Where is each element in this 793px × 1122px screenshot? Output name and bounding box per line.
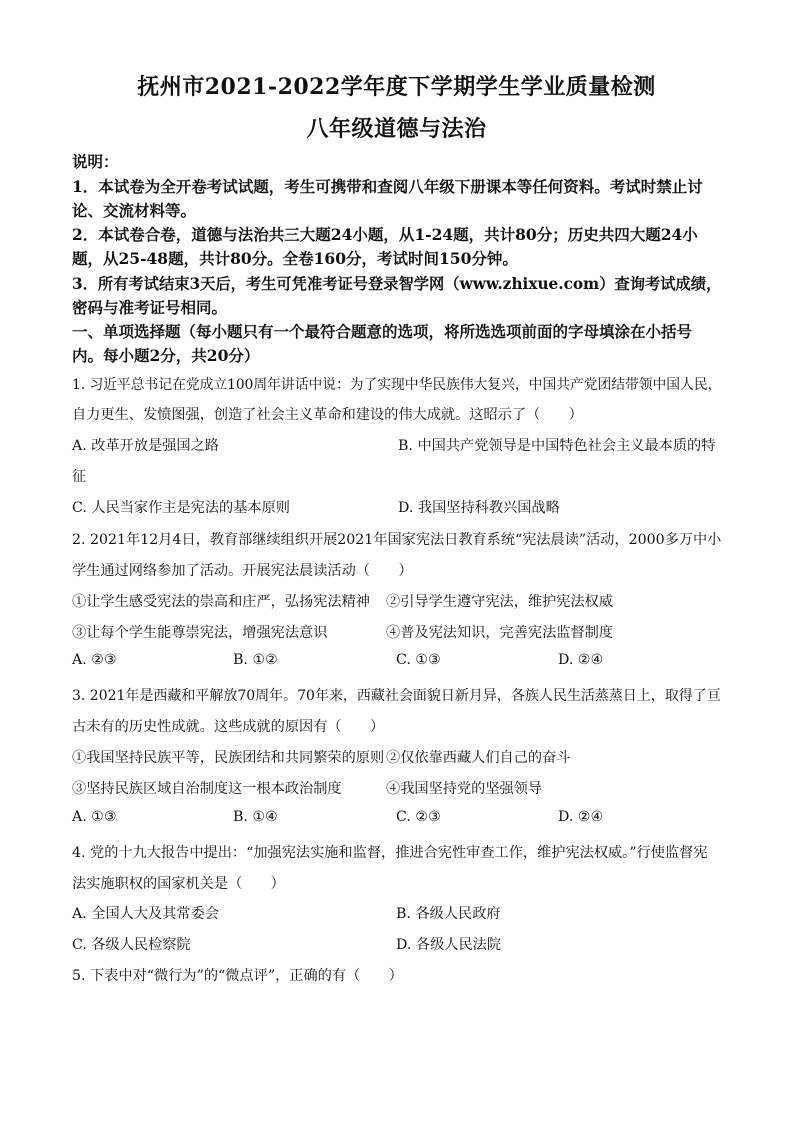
question-3-statement-1: ①我国坚持民族平等，民族团结和共同繁荣的原则 — [72, 750, 385, 766]
subject-title: 八年级道德与法治 — [306, 116, 487, 142]
question-2-option-c: C. ①③ — [396, 652, 441, 668]
question-3-option-a: A. ①③ — [72, 809, 117, 825]
question-2-option-a: A. ②③ — [72, 652, 117, 668]
question-3-option-d: D. ②④ — [558, 809, 604, 825]
question-1-option-d: D. 我国坚持科教兴国战略 — [398, 500, 560, 516]
instruction-2-line-1: 2．本试卷合卷，道德与法治共三大题24小题，从1-24题，共计80分；历史共四大题24小 — [72, 225, 698, 244]
question-4-option-a: A. 全国人大及其常委会 — [72, 906, 219, 922]
question-1-option-a: A. 改革开放是强国之路 — [72, 438, 219, 454]
question-1-stem-line-2: 自力更生、发愤图强，创造了社会主义革命和建设的伟大成就。这昭示了（ ） — [72, 407, 583, 423]
question-5-stem: 5. 下表中对“微行为”的“微点评”，正确的有（ ） — [72, 968, 403, 984]
question-1-option-b-line-2: 征 — [72, 469, 87, 485]
exam-title: 抚州市2021-2022学年度下学期学生学业质量检测 — [137, 74, 656, 100]
instruction-1-line-2: 论、交流材料等。 — [72, 201, 197, 220]
question-4-option-b: B. 各级人民政府 — [396, 906, 501, 922]
instructions-heading: 说明： — [72, 152, 119, 171]
question-3-option-c: C. ②③ — [396, 809, 441, 825]
question-3-statement-3: ③坚持民族区域自治制度这一根本政治制度 — [72, 781, 342, 797]
question-4-stem-line-2: 法实施职权的国家机关是（ ） — [72, 876, 285, 892]
question-4-stem-line-1: 4. 党的十九大报告中提出：“加强宪法实施和监督，推进合宪性审查工作，维护宪法权威。”行使监督宪 — [72, 845, 708, 861]
question-2-option-d: D. ②④ — [558, 652, 604, 668]
question-1-option-c: C. 人民当家作主是宪法的基本原则 — [72, 500, 290, 516]
instruction-1-line-1: 1．本试卷为全开卷考试试题，考生可携带和查阅八年级下册课本等任何资料。考试时禁止讨 — [72, 177, 703, 196]
question-2-stem-line-1: 2. 2021年12月4日，教育部继续组织开展2021年国家宪法日教育系统“宪法晨读”活动，2000多万中小 — [72, 532, 722, 548]
section-1-heading-line-1: 一、单项选择题（每小题只有一个最符合题意的选项，将所选选项前面的字母填涂在小括号 — [72, 322, 693, 341]
section-1-heading-line-2: 内。每小题2分，共20分） — [72, 346, 260, 365]
question-1-option-b-line-1: B. 中国共产党领导是中国特色社会主义最本质的特 — [398, 438, 716, 454]
instruction-3-line-2: 密码与准考证号相同。 — [72, 298, 228, 317]
question-4-option-c: C. 各级人民检察院 — [72, 937, 191, 953]
question-1-stem-line-1: 1. 习近平总书记在党成立100周年讲话中说：为了实现中华民族伟大复兴，中国共产党团结带领中国人民， — [72, 377, 722, 393]
question-4-option-d: D. 各级人民法院 — [396, 937, 502, 953]
question-3-statement-4: ④我国坚持党的坚强领导 — [386, 781, 543, 797]
instruction-3-line-1: 3．所有考试结束3天后，考生可凭准考证号登录智学网（www.zhixue.com）查询考试成绩， — [72, 274, 722, 293]
question-2-statement-1: ①让学生感受宪法的崇高和庄严，弘扬宪法精神 — [72, 594, 370, 610]
question-2-option-b: B. ①② — [233, 652, 278, 668]
question-2-statement-4: ④普及宪法知识，完善宪法监督制度 — [386, 625, 614, 641]
question-2-stem-line-2: 学生通过网络参加了活动。开展宪法晨读活动（ ） — [72, 563, 413, 579]
question-3-option-b: B. ①④ — [233, 809, 278, 825]
question-3-stem-line-1: 3. 2021年是西藏和平解放70周年。70年来，西藏社会面貌日新月异，各族人民生活蒸蒸日上，取得了亘 — [72, 688, 721, 704]
instruction-2-line-2: 题，从25-48题，共计80分。全卷160分，考试时间150分钟。 — [72, 249, 518, 268]
question-3-stem-line-2: 古未有的历史性成就。这些成就的原因有（ ） — [72, 719, 385, 735]
question-2-statement-3: ③让每个学生能尊崇宪法，增强宪法意识 — [72, 625, 328, 641]
question-2-statement-2: ②引导学生遵守宪法，维护宪法权威 — [386, 594, 614, 610]
question-3-statement-2: ②仅依靠西藏人们自己的奋斗 — [386, 750, 571, 766]
